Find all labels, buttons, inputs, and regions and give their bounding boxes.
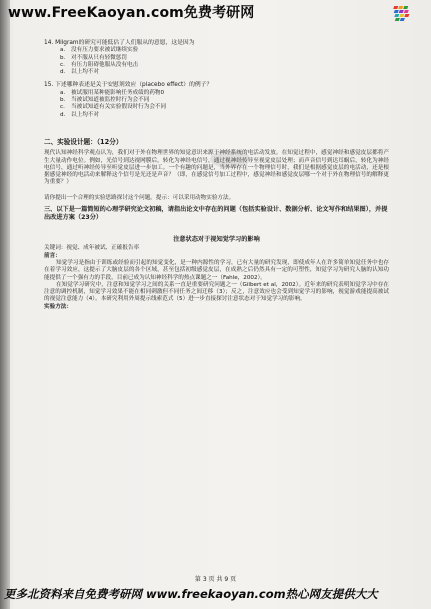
site-logo-icon (387, 4, 421, 24)
preface-label: 前言： (44, 252, 61, 259)
watermark-bottom: 更多北资料来自免费考研网 www.freekaoyan.com热心网友提供大大 (4, 587, 378, 601)
section-3-heading: 三、以下是一篇简短的心理学研究论文初稿，请指出论文中存在的问题（包括实验设计、数据分析、论文写作和结果图），并提出改进方案（23分） (44, 206, 388, 222)
section-2-paragraph: 现代认知神经科学观点认为，我们对于外在物理世界的知觉意识来源于神经系统的电活动发放。在知觉过程中，感觉神经和感觉皮层都将产生大量动作电位。例如，光信号到达视网膜后，转化为神经电信号，通过视神经传导至视觉皮层处理；而声音信号到达耳蜗后，转化为神经电信号，通过听神经传导至听觉皮层进一步加工。一个有趣的问题是，当外界存在一个物理信号时，我们是根据感觉皮层的电活动，还是根据感觉神经的电活动来解释这个信号是光还是声音？（即，在感觉信号加工过程中，感觉神经和感觉皮层哪一个对于外在物理信号的解释更为重要？） (44, 150, 389, 186)
question-15-option-c: c. 当被试知道有关实验假设时行为会不同 (60, 104, 167, 111)
question-15-option-d: d. 以上均不对 (60, 111, 99, 118)
question-15-option-a: a. 被试服用某种能影响任务成绩的药物0 (60, 89, 165, 96)
question-14-option-a: a. 没有压力要求被试继续实验 (60, 47, 139, 54)
question-14-option-c: c. 有压力阻碍他服从没有电击 (60, 61, 139, 68)
question-15 (44, 82, 389, 118)
keywords-line: 关键词：视觉、成年被试、正確报告率 (44, 245, 140, 252)
paper-paragraph-1: 知觉学习是指由于训练或经验而引起的知觉变化，是一种内源性的学习，已有大量的研究发现，即使成年人在许多简单知觉任务中也存在着学习效应，这提示了大脑皮层的各个区域，甚至包括初级感觉皮层，在成熟之后仍然具有一定的可塑性，知觉学习为研究人脑的认知功能提供了一个强有力的手段，目前已成为认知神经科学的热点课题之一（Fahle，2002）。 (44, 259, 389, 281)
section-2-heading: 二、实验设计题：（12分） (44, 137, 123, 146)
question-14-option-d: d. 以上均不对 (60, 69, 99, 76)
paper-paragraph-2: 在知觉学习研究中，注意和知觉学习之间的关系一直是重要研究问题之一（Gilbert et al，2002）。近年来的研究表明知觉学习中存在注意的调控机制，知觉学习效果不能在相同刺激但不同任务之间迁移（3）；反之，注意效应也会受到知觉学习的影响，视觉游戏能提高被试的视觉注意能力（4）。本研究利用外周提示线索范式（5）进一步直接探讨注意状态对于知觉学习的影响。 (44, 281, 389, 303)
question-15-option-b: b. 当被试知道被监控时行为会不同 (60, 97, 150, 104)
document-body (44, 40, 389, 311)
question-14-option-b: b. 对不服从只有轻微惩罚 (60, 54, 127, 61)
page-number: 第 3 页 共 9 页 (194, 576, 237, 583)
method-label: 实验方法： (44, 303, 72, 310)
question-14-text: 14. Milgram的研究可能低估了人们服从的意愿，这是因为 (44, 40, 195, 46)
watermark-top: www.FreeKaoyan.com免费考研网 (8, 5, 255, 21)
paper-title: 注意状态对于视知觉学习的影响 (173, 236, 260, 244)
question-14 (44, 40, 389, 76)
scan-edge-shadow (0, 0, 10, 609)
question-15-text: 15. 下述哪种表述是关于安慰剂效应（placebo effect）的例子？ (44, 82, 213, 89)
section-2-hint: 请你提出一个合理的实验思路探讨这个问题。提示：可以采用动物实验方法。 (44, 194, 235, 201)
